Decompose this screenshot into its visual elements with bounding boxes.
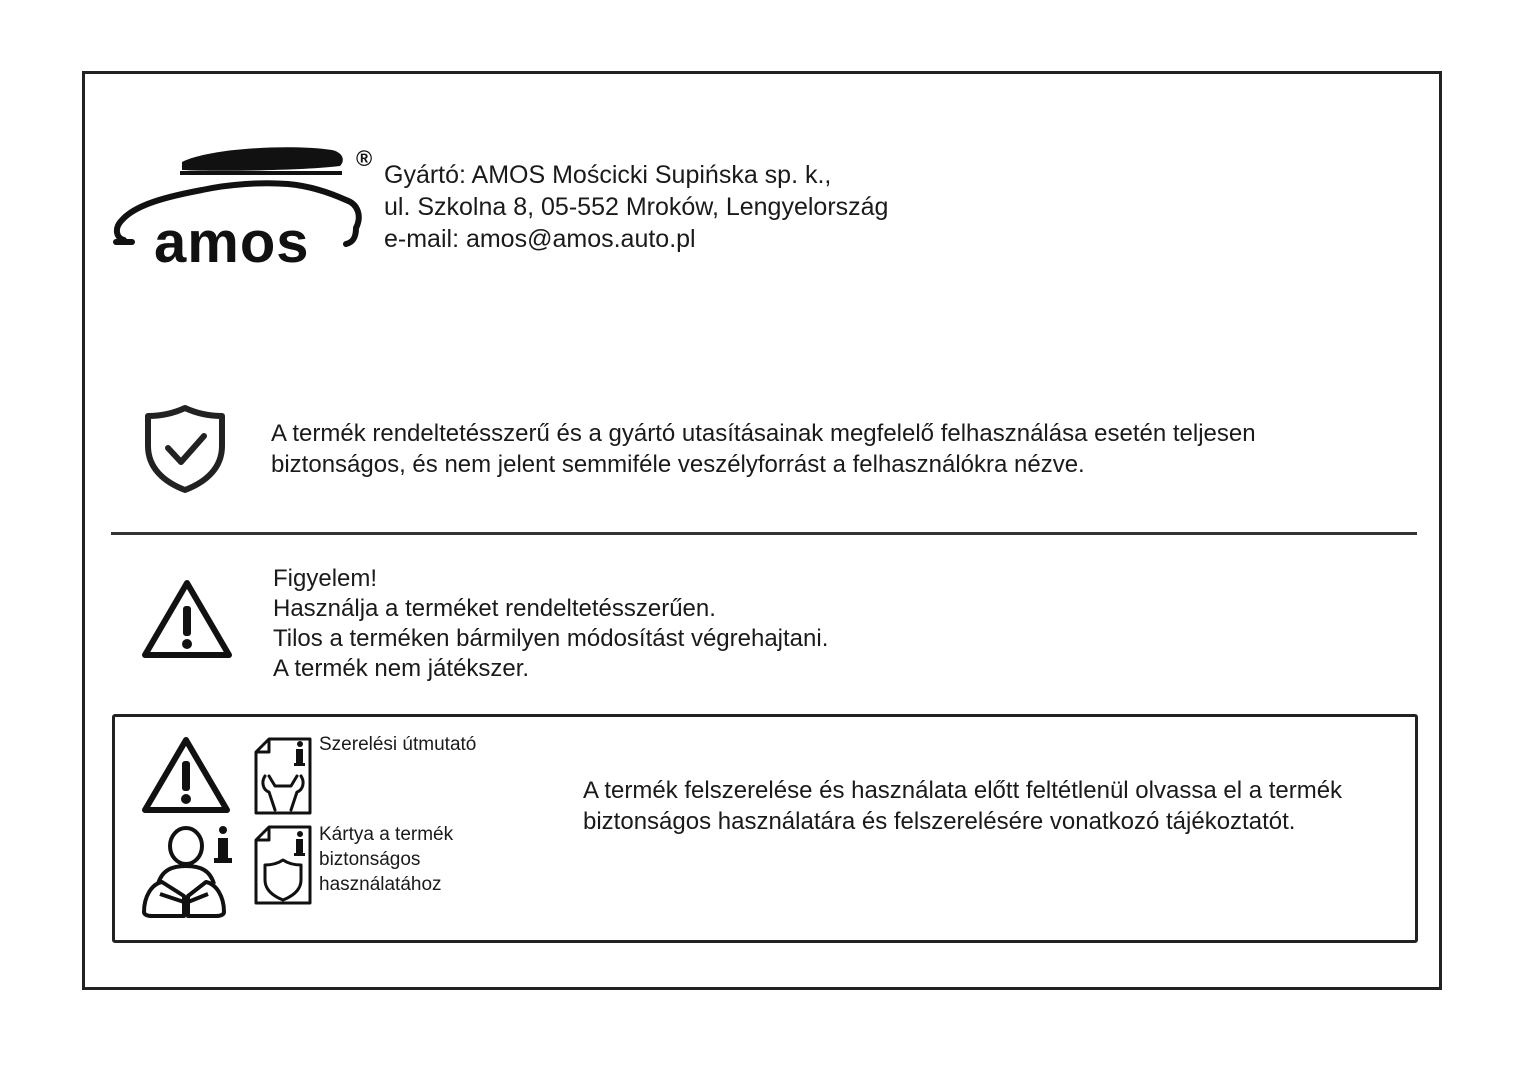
manufacturer-info bbox=[384, 159, 888, 255]
warning-triangle-icon bbox=[141, 578, 233, 660]
warning-title: Figyelem! bbox=[273, 565, 378, 592]
safety-card-icon bbox=[253, 824, 313, 906]
warning-text bbox=[273, 564, 828, 684]
logo-wordmark: amos bbox=[154, 210, 310, 272]
registered-mark: ® bbox=[356, 146, 372, 171]
manufacturer-email: e-mail: amos@amos.auto.pl bbox=[384, 225, 696, 253]
shield-check-icon bbox=[142, 404, 228, 494]
safety-card-label: Kártya a termék biztonságos használatához bbox=[319, 824, 454, 895]
warning-line: A termék nem játékszer. bbox=[273, 655, 530, 682]
warning-triangle-icon bbox=[141, 735, 231, 815]
safety-statement: A termék rendeltetésszerű és a gyártó utasításainak megfelelő felhasználása esetén teljesen biztonságos, és nem jelent semmiféle veszélyforrást a felhasználókra nézve. bbox=[271, 420, 1256, 478]
warning-line: Tilos a terméken bármilyen módosítást végrehajtani. bbox=[273, 625, 829, 652]
manufacturer-line: Gyártó: AMOS Mościcki Supińska sp. k., bbox=[384, 161, 832, 189]
manufacturer-address: ul. Szkolna 8, 05-552 Mroków, Lengyelország bbox=[384, 193, 889, 221]
section-divider bbox=[111, 532, 1417, 535]
amos-logo bbox=[110, 140, 372, 272]
installation-manual-label: Szerelési útmutató bbox=[319, 734, 477, 755]
installation-manual-icon bbox=[253, 736, 313, 816]
warning-line: Használja a terméket rendeltetésszerűen. bbox=[273, 595, 716, 622]
read-instructions-text: A termék felszerelése és használata előtt feltétlenül olvassa el a termék biztonságos használatára és felszerelésére vonatkozó tájékoztatót. bbox=[583, 777, 1343, 835]
person-reading-info-icon bbox=[138, 824, 236, 920]
